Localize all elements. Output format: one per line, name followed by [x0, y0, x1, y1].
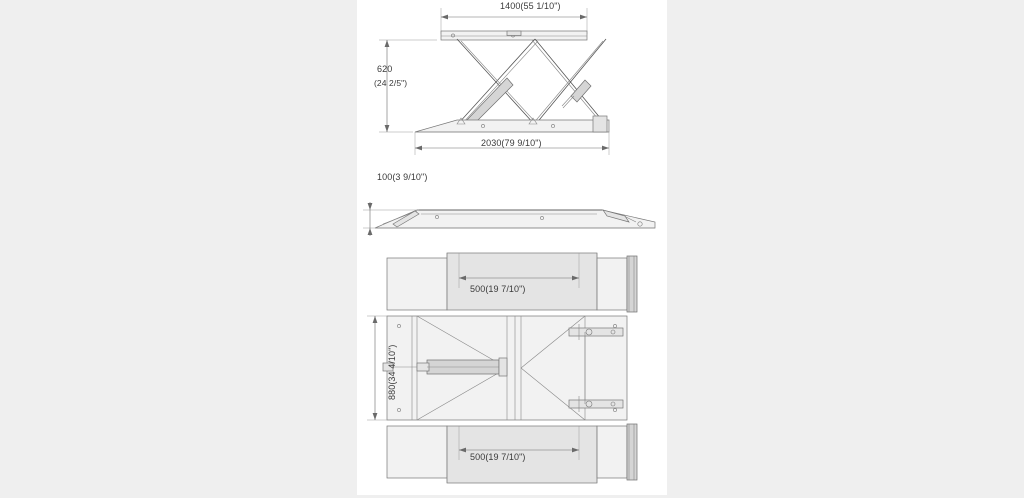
dim-ramp-width-top: 500(19 7/10")	[470, 284, 526, 294]
drawing-sheet	[357, 0, 667, 495]
dim-ramp-width-bottom: 500(19 7/10")	[470, 452, 526, 462]
dim-lift-height-in: (24 2/5")	[374, 78, 408, 88]
dim-platform-length: 1400(55 1/10")	[500, 1, 561, 11]
dim-lift-height-mm: 620	[377, 64, 393, 74]
dim-overall-width: 880(34 4/10")	[387, 344, 397, 400]
dim-lowered-height: 100(3 9/10")	[377, 172, 428, 182]
dim-base-length: 2030(79 9/10")	[481, 138, 542, 148]
